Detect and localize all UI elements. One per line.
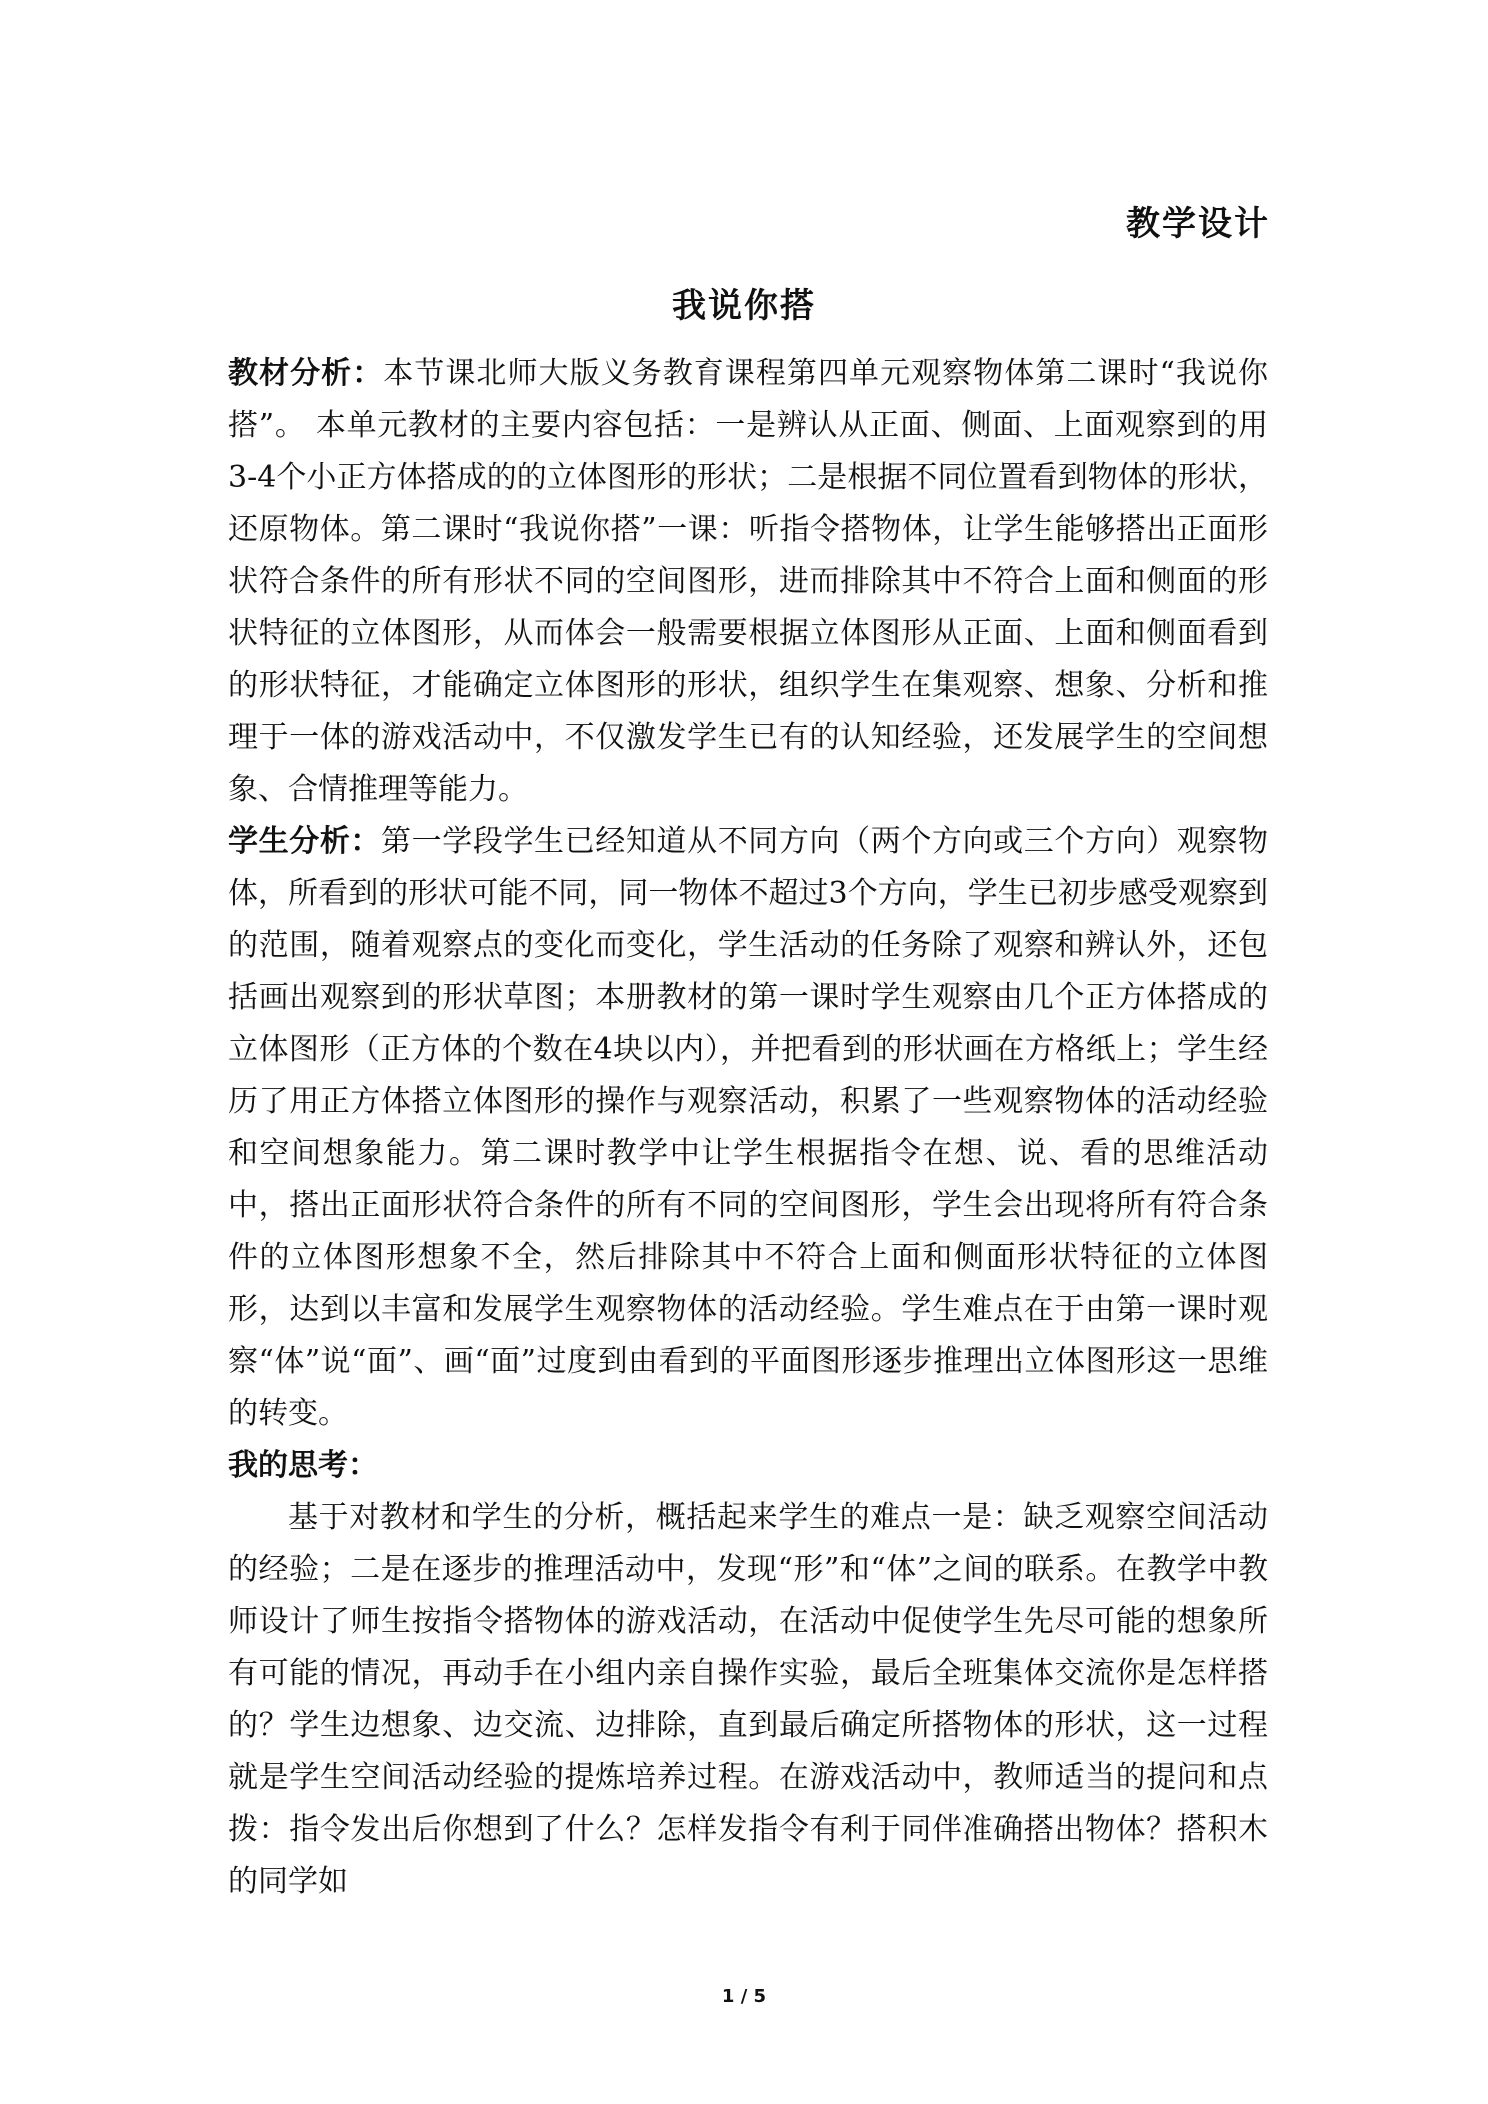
section-student-analysis bbox=[228, 816, 1268, 1440]
section-my-thoughts-heading bbox=[228, 1440, 1268, 1492]
document-body bbox=[228, 348, 1268, 1908]
section-text: 本节课北师大版义务教育课程第四单元观察物体第二课时“我说你搭”。 本单元教材的主要内容包括：一是辨认从正面、侧面、上面观察到的用3-4个小正方体搭成的的立体图形的形状；二是根据不同位置看到物体的形状，还原物体。第二课时“我说你搭”一课：听指令搭物体，让学生能够搭出正面形状符合条件的所有形状不同的空间图形，进而排除其中不符合上面和侧面的形状特征的立体图形，从而体会一般需要根据立体图形从正面、上面和侧面看到的形状特征，才能确定立体图形的形状，组织学生在集观察、想象、分析和推理于一体的游戏活动中，不仅激发学生已有的认知经验，还发展学生的空间想象、合情推理等能力。 bbox=[228, 356, 1269, 807]
page-title: 我说你搭 bbox=[672, 286, 816, 326]
section-label: 我的思考： bbox=[228, 1448, 378, 1483]
document-type-label: 教学设计 bbox=[1126, 204, 1270, 244]
section-my-thoughts-text: 基于对教材和学生的分析，概括起来学生的难点一是：缺乏观察空间活动的经验；二是在逐步的推理活动中，发现“形”和“体”之间的联系。在教学中教师设计了师生按指令搭物体的游戏活动，在活动中促使学生先尽可能的想象所有可能的情况，再动手在小组内亲自操作实验，最后全班集体交流你是怎样搭的？学生边想象、边交流、边排除，直到最后确定所搭物体的形状，这一过程就是学生空间活动经验的提炼培养过程。在游戏活动中，教师适当的提问和点拨：指令发出后你想到了什么？怎样发指令有利于同伴准确搭出物体？搭积木的同学如 bbox=[228, 1500, 1268, 1899]
page-number: 1 / 5 bbox=[721, 1986, 767, 2007]
section-textbook-analysis bbox=[228, 348, 1268, 816]
section-label: 学生分析： bbox=[228, 824, 382, 859]
section-text: 第一学段学生已经知道从不同方向（两个方向或三个方向）观察物体，所看到的形状可能不同，同一物体不超过3个方向，学生已初步感受观察到的范围，随着观察点的变化而变化，学生活动的任务除了观察和辨认外，还包括画出观察到的形状草图；本册教材的第一课时学生观察由几个正方体搭成的立体图形（正方体的个数在4块以内），并把看到的形状画在方格纸上；学生经历了用正方体搭立体图形的操作与观察活动，积累了一些观察物体的活动经验和空间想象能力。第二课时教学中让学生根据指令在想、说、看的思维活动中，搭出正面形状符合条件的所有不同的空间图形，学生会出现将所有符合条件的立体图形想象不全，然后排除其中不符合上面和侧面形状特征的立体图形，达到以丰富和发展学生观察物体的活动经验。学生难点在于由第一课时观察“体”说“面”、画“面”过度到由看到的平面图形逐步推理出立体图形这一思维的转变。 bbox=[228, 824, 1269, 1431]
section-label: 教材分析： bbox=[228, 356, 384, 391]
